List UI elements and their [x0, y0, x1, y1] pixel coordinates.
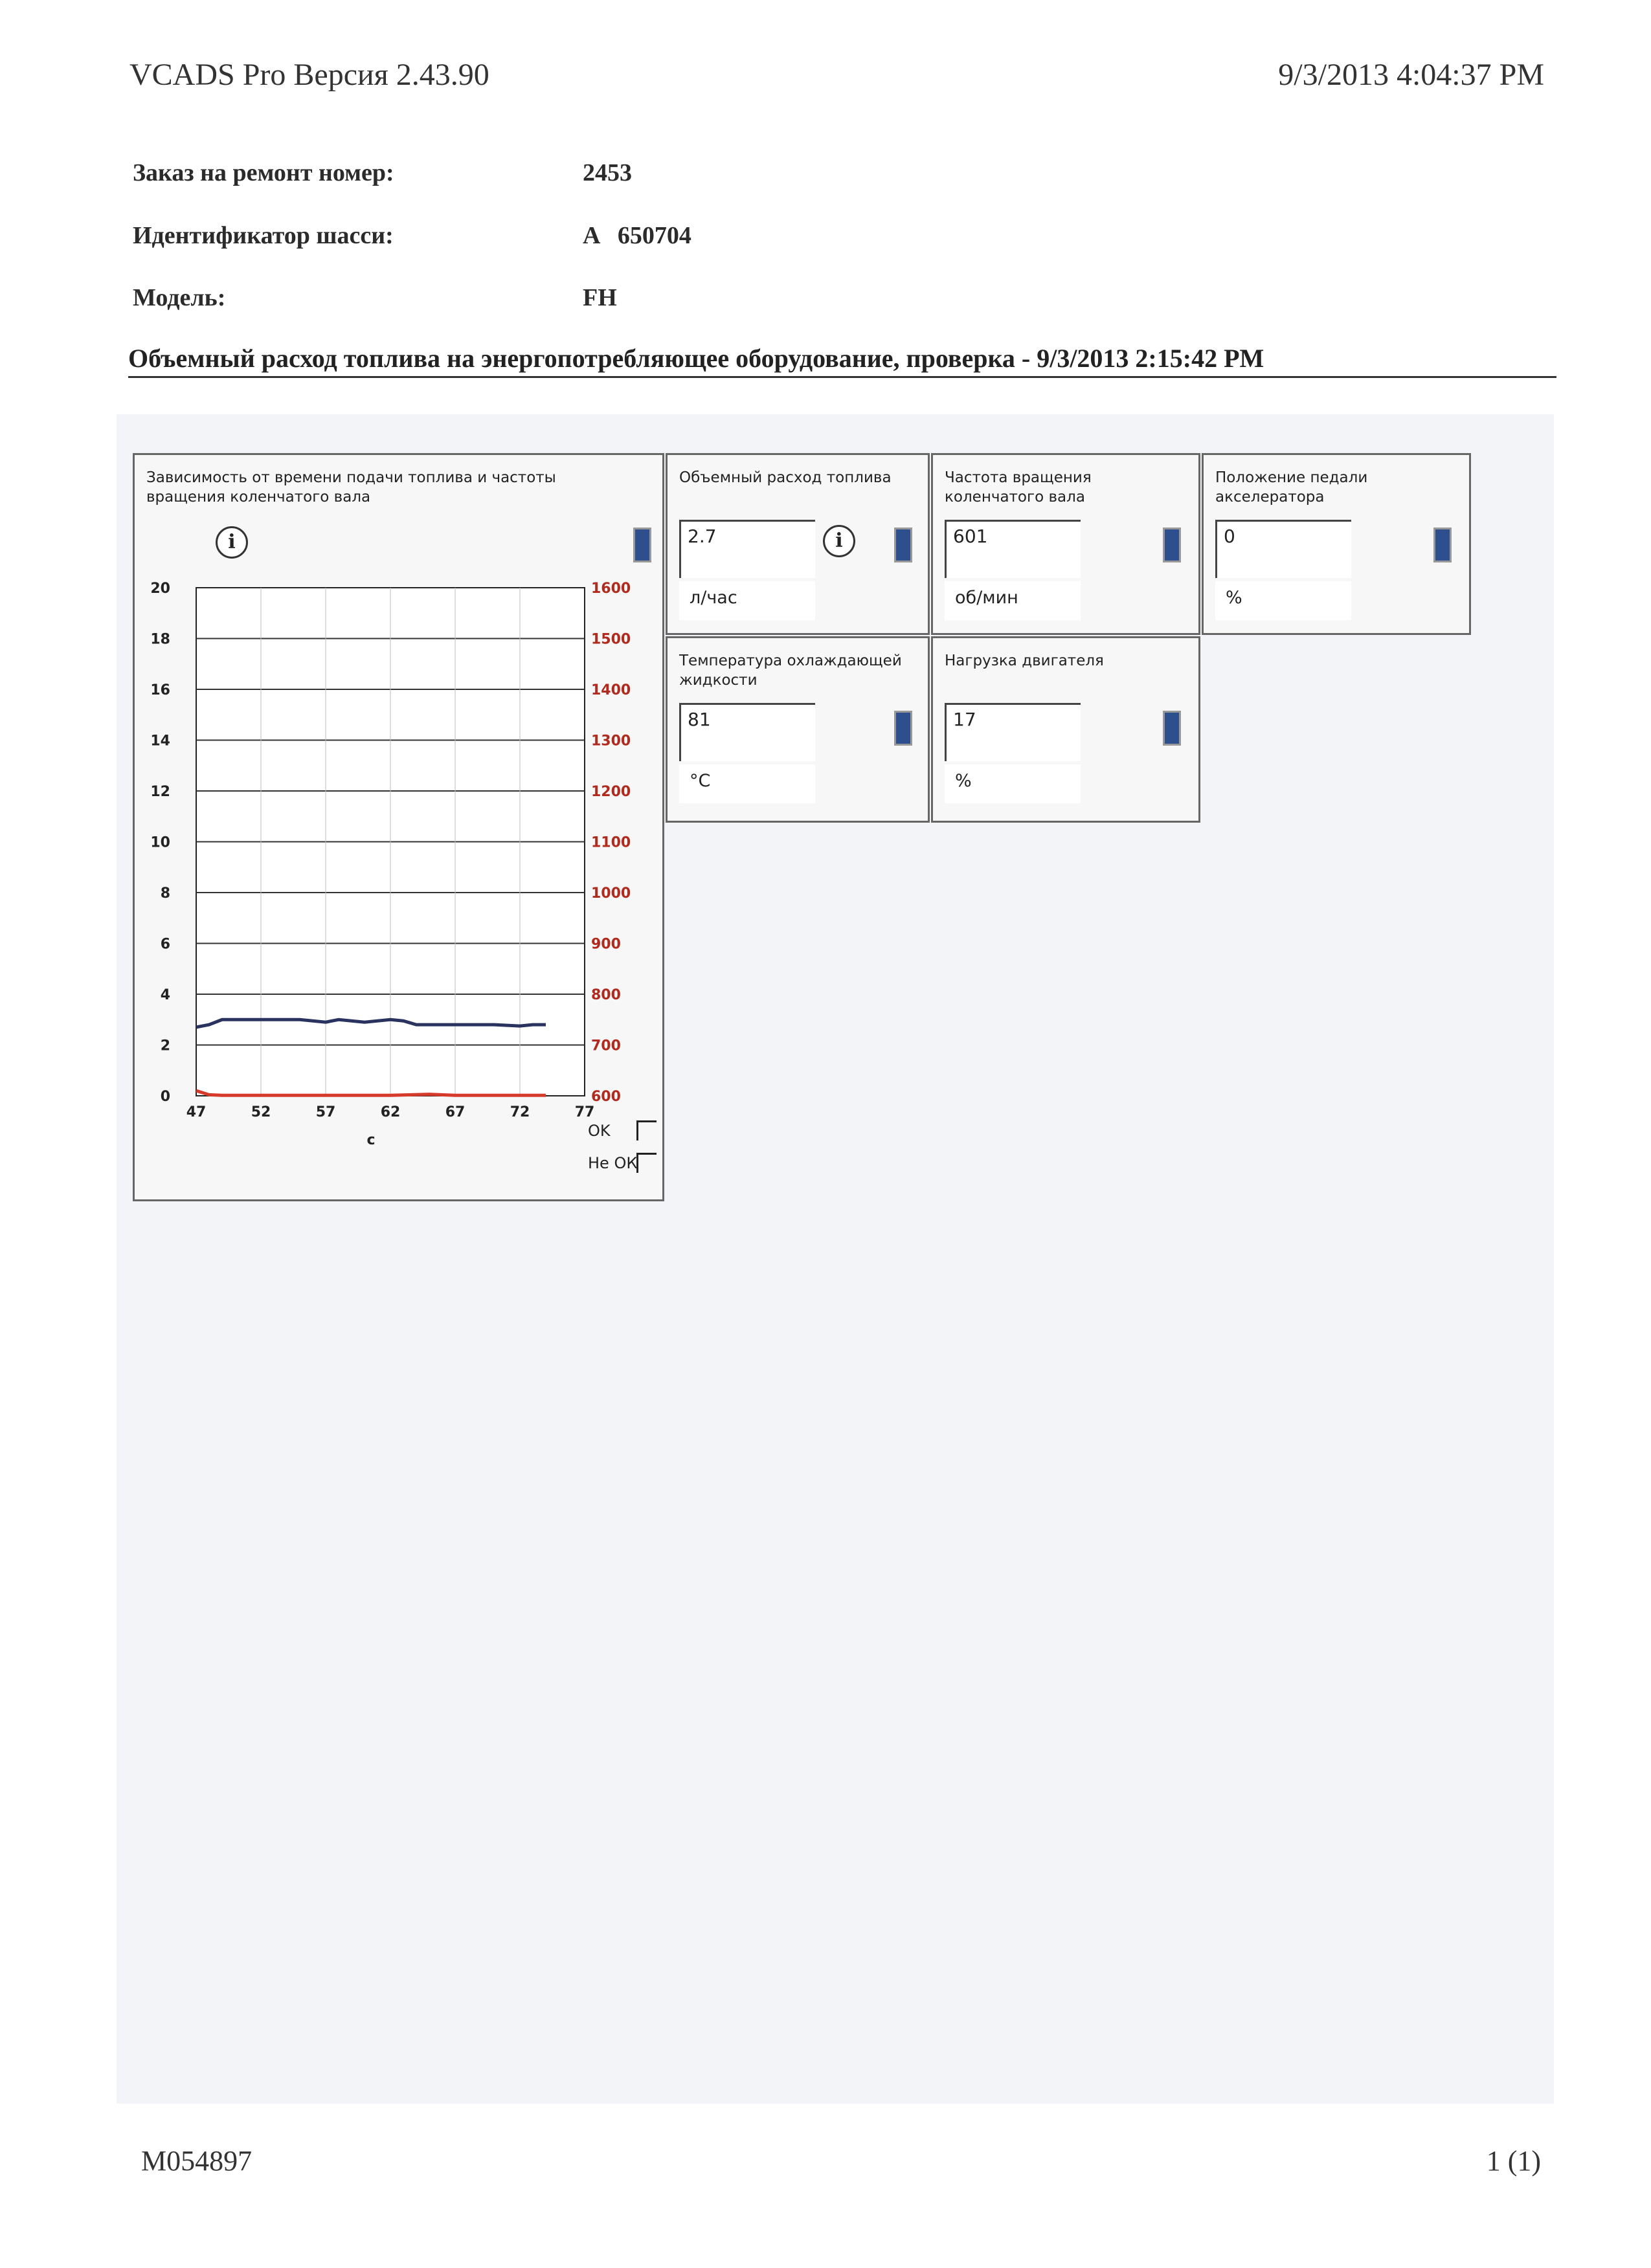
x-tick-label: 77 — [574, 1104, 595, 1120]
chart-panel — [133, 453, 664, 1201]
x-tick-label: 47 — [186, 1104, 207, 1120]
model-value: FH — [583, 284, 617, 311]
gauge-load-value: 17 — [945, 703, 1081, 761]
not-ok-label: Не ОК — [588, 1154, 638, 1172]
x-tick-label: 72 — [510, 1104, 530, 1120]
chassis-id-label: Идентификатор шасси: — [133, 222, 394, 249]
fuel-info-icon[interactable]: i — [823, 525, 855, 557]
y-left-tick-label: 20 — [150, 581, 170, 597]
y-right-tick-label: 1300 — [591, 733, 631, 750]
gauge-pedal-value: 0 — [1215, 520, 1351, 578]
gauge-load-label: Нагрузка двигателя — [945, 652, 1104, 669]
gauge-load-indicator — [1163, 711, 1181, 746]
ok-checkbox[interactable] — [636, 1120, 657, 1140]
y-left-tick-label: 8 — [160, 885, 170, 902]
gauge-rpm-unit: об/мин — [945, 581, 1081, 620]
printed-date: 9/3/2013 4:04:37 PM — [1278, 58, 1544, 92]
y-right-tick-label: 1100 — [591, 834, 631, 851]
x-axis-label: c — [366, 1132, 376, 1148]
vcads-screen — [117, 414, 1554, 2104]
y-right-tick-label: 1500 — [591, 631, 631, 648]
gauge-rpm-indicator — [1163, 528, 1181, 562]
not-ok-checkbox[interactable] — [636, 1153, 657, 1173]
model-label: Модель: — [133, 284, 226, 311]
y-right-tick-label: 1600 — [591, 581, 631, 597]
chart-panel-label: Зависимость от времени подачи топлива и частоты вращения коленчатого вала — [146, 469, 556, 506]
repair-order-value: 2453 — [583, 159, 632, 186]
y-right-tick-label: 1400 — [591, 682, 631, 698]
ok-label: OK — [588, 1122, 611, 1140]
gauge-coolant-temperature — [666, 636, 930, 823]
x-tick-label: 52 — [251, 1104, 271, 1120]
y-left-tick-label: 2 — [160, 1038, 170, 1054]
chart-svg — [135, 455, 662, 1199]
x-tick-label: 57 — [315, 1104, 336, 1120]
chassis-id-value: A 650704 — [583, 222, 691, 249]
gauge-rpm-value: 601 — [945, 520, 1081, 578]
gauge-coolant-indicator — [894, 711, 912, 746]
gauge-pedal-indicator — [1433, 528, 1452, 562]
y-left-tick-label: 10 — [150, 834, 170, 851]
x-tick-label: 67 — [445, 1104, 466, 1120]
y-left-tick-label: 0 — [160, 1089, 170, 1105]
y-right-tick-label: 1000 — [591, 885, 631, 902]
y-left-tick-label: 16 — [150, 682, 170, 698]
y-right-tick-label: 700 — [591, 1038, 621, 1054]
section-title: Объемный расход топлива на энергопотребляющее оборудование, проверка - 9/3/2013 2:15:42 PM — [128, 343, 1556, 378]
y-left-tick-label: 4 — [160, 987, 170, 1003]
y-left-tick-label: 12 — [150, 784, 170, 800]
gauge-pedal-label: Положение педали акселератора — [1215, 469, 1368, 506]
gauge-engine-load — [931, 636, 1200, 823]
gauge-coolant-label: Температура охлаждающей жидкости — [679, 652, 902, 689]
x-tick-label: 62 — [380, 1104, 401, 1120]
y-left-tick-label: 18 — [150, 631, 170, 648]
y-left-tick-label: 14 — [150, 733, 170, 750]
gauge-fuel-unit: л/час — [679, 581, 815, 620]
y-right-tick-label: 1200 — [591, 784, 631, 800]
gauge-pedal-unit: % — [1215, 581, 1351, 620]
gauge-coolant-unit: °C — [679, 764, 815, 803]
gauge-fuel-indicator — [894, 528, 912, 562]
y-right-tick-label: 800 — [591, 987, 621, 1003]
gauge-accelerator-pedal — [1202, 453, 1471, 635]
app-version: VCADS Pro Версия 2.43.90 — [129, 58, 489, 92]
y-right-tick-label: 900 — [591, 936, 621, 953]
gauge-fuel-value: 2.7 — [679, 520, 815, 578]
gauge-fuel-label: Объемный расход топлива — [679, 469, 892, 486]
gauge-load-unit: % — [945, 764, 1081, 803]
document-id: M054897 — [141, 2145, 253, 2177]
gauge-fuel-consumption — [666, 453, 930, 635]
repair-order-label: Заказ на ремонт номер: — [133, 159, 394, 186]
gauge-coolant-value: 81 — [679, 703, 815, 761]
y-right-tick-label: 600 — [591, 1089, 621, 1105]
gauge-engine-speed — [931, 453, 1200, 635]
gauge-rpm-label: Частота вращения коленчатого вала — [945, 469, 1092, 506]
chart-info-icon[interactable]: i — [216, 526, 248, 559]
page-number: 1 (1) — [1486, 2145, 1541, 2177]
y-left-tick-label: 6 — [160, 936, 170, 953]
